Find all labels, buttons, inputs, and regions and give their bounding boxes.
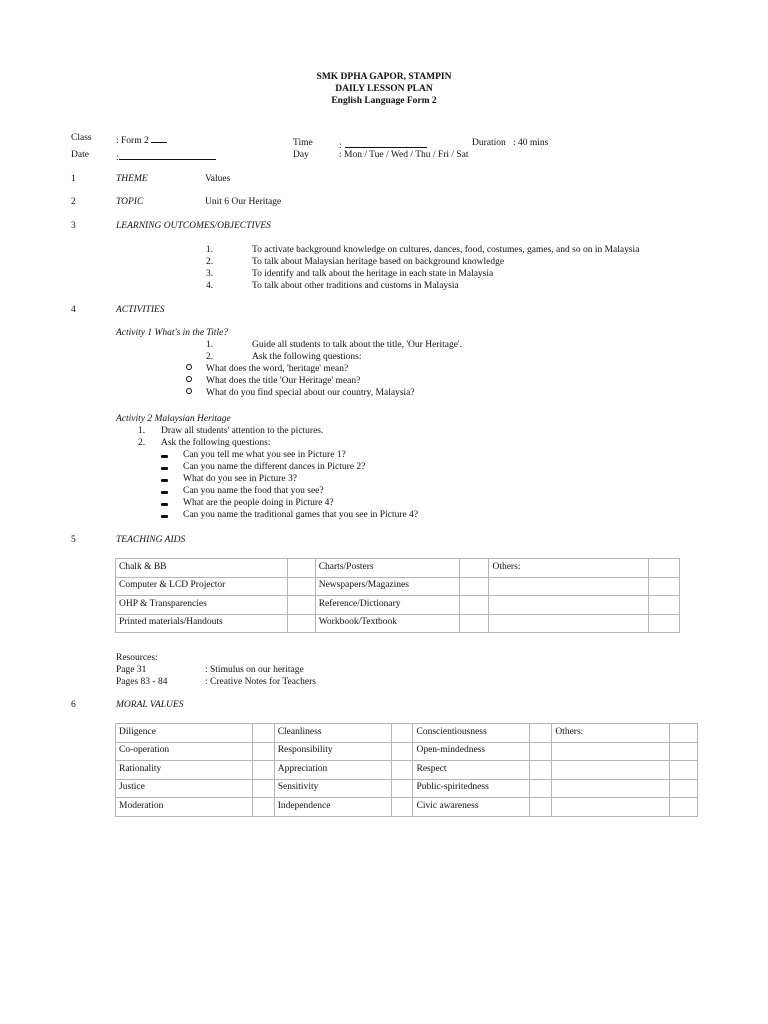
question-text: Can you tell me what you see in Picture 1? [183,450,346,460]
value-label: Others: [552,724,670,743]
activity-2-title: Activity 2 Malaysian Heritage [116,414,231,424]
class-value: : Form 2 [116,136,152,146]
value-label: Justice [116,779,253,798]
aid-cell [489,614,649,633]
question-text: What do you see in Picture 3? [183,474,297,484]
document-title: DAILY LESSON PLAN [335,84,433,94]
value-checkbox[interactable] [530,724,552,743]
value-checkbox[interactable] [252,761,274,780]
aid-cell [489,596,649,615]
value-checkbox[interactable] [530,798,552,817]
topic-value: Unit 6 Our Heritage [205,197,282,207]
value-checkbox[interactable] [391,761,413,780]
value-checkbox[interactable] [670,798,698,817]
value-label: Cleanliness [274,724,391,743]
aid-checkbox[interactable] [459,577,489,596]
value-cell [552,779,670,798]
resource-desc: : Stimulus on our heritage [205,665,304,675]
question-text: Can you name the traditional games that you see in Picture 4? [183,510,419,520]
value-label: Conscientiousness [413,724,530,743]
section-3-number: 3 [71,221,76,231]
aid-checkbox[interactable] [649,559,680,578]
value-checkbox[interactable] [252,742,274,761]
objective-number: 3. [206,269,214,279]
aid-checkbox[interactable] [649,577,680,596]
value-label: Responsibility [274,742,391,761]
table-row [116,779,698,798]
section-2-number: 2 [71,197,76,207]
objective-text: To identify and talk about the heritage in each state in Malaysia [252,269,494,279]
value-label: Civic awareness [413,798,530,817]
section-2-label: TOPIC [116,197,144,207]
value-checkbox[interactable] [670,724,698,743]
objective-text: To talk about other traditions and customs in Malaysia [252,281,459,291]
question-text: What does the word, 'heritage' mean? [206,364,349,374]
arrow-bullet-icon [161,511,168,523]
arrow-bullet-icon [161,451,168,463]
value-label: Diligence [116,724,253,743]
value-checkbox[interactable] [530,742,552,761]
question-text: What do you find special about our country, Malaysia? [206,388,415,398]
aid-label: Newspapers/Magazines [315,577,459,596]
class-blank [151,133,167,143]
moral-values-table [115,723,698,817]
resource-page: Page 31 [116,665,147,675]
table-row [116,798,698,817]
value-checkbox[interactable] [670,779,698,798]
value-checkbox[interactable] [670,742,698,761]
section-6-label: MORAL VALUES [116,700,184,710]
aid-label: Reference/Dictionary [315,596,459,615]
table-row [116,577,680,596]
aid-checkbox[interactable] [459,559,489,578]
date-blank [119,150,216,160]
duration-label: Duration [472,138,506,148]
table-row [116,742,698,761]
aid-label: Chalk & BB [116,559,288,578]
section-4-number: 4 [71,305,76,315]
step-text: Ask the following questions: [161,438,271,448]
resource-page: Pages 83 - 84 [116,677,168,687]
aid-checkbox[interactable] [287,596,315,615]
value-cell [552,761,670,780]
duration-value: : 40 mins [513,138,549,148]
value-checkbox[interactable] [391,724,413,743]
resource-desc: : Creative Notes for Teachers [205,677,317,687]
aid-label: Computer & LCD Projector [116,577,288,596]
aid-checkbox[interactable] [287,614,315,633]
aid-label: OHP & Transparencies [116,596,288,615]
value-checkbox[interactable] [252,779,274,798]
circle-bullet-icon [186,387,192,399]
section-1-number: 1 [71,174,76,184]
section-4-label: ACTIVITIES [116,305,165,315]
aid-checkbox[interactable] [649,596,680,615]
date-field [116,150,216,165]
step-text: Ask the following questions: [252,352,362,362]
step-number: 1. [206,340,214,350]
value-label: Rationality [116,761,253,780]
value-label: Sensitivity [274,779,391,798]
table-row [116,596,680,615]
value-cell [552,742,670,761]
value-label: Public-spiritedness [413,779,530,798]
document-subtitle: English Language Form 2 [331,96,437,106]
aid-label: Charts/Posters [315,559,459,578]
section-5-number: 5 [71,535,76,545]
value-label: Open-mindedness [413,742,530,761]
question-text: What does the title 'Our Heritage' mean? [206,376,361,386]
section-5-label: TEACHING AIDS [116,535,186,545]
resources-label: Resources: [116,653,158,663]
time-blank [345,138,427,148]
objective-number: 2. [206,257,214,267]
date-value: : [116,153,119,163]
theme-value: Values [205,174,231,184]
objective-text: To activate background knowledge on cultures, dances, food, costumes, games, and so on in Malaysia [252,245,640,255]
table-row [116,559,680,578]
aid-checkbox[interactable] [459,614,489,633]
value-label: Co-operation [116,742,253,761]
time-value: : [339,141,342,151]
teaching-aids-table [115,558,680,633]
objective-number: 4. [206,281,214,291]
value-checkbox[interactable] [252,724,274,743]
class-field [116,133,167,148]
question-text: What are the people doing in Picture 4? [183,498,334,508]
question-text: Can you name the different dances in Picture 2? [183,462,366,472]
aid-checkbox[interactable] [649,614,680,633]
value-checkbox[interactable] [670,761,698,780]
activity-1-title: Activity 1 What's in the Title? [116,328,229,338]
step-number: 2. [138,438,146,448]
value-checkbox[interactable] [391,742,413,761]
step-text: Guide all students to talk about the title, 'Our Heritage'. [252,340,462,350]
aid-checkbox[interactable] [459,596,489,615]
arrow-bullet-icon [161,463,168,475]
section-6-number: 6 [71,700,76,710]
aid-checkbox[interactable] [287,577,315,596]
value-label: Respect [413,761,530,780]
value-checkbox[interactable] [530,761,552,780]
value-checkbox[interactable] [530,779,552,798]
value-checkbox[interactable] [391,798,413,817]
circle-bullet-icon [186,375,192,387]
step-number: 1. [138,426,146,436]
step-text: Draw all students' attention to the pictures. [161,426,324,436]
section-3-label: LEARNING OUTCOMES/OBJECTIVES [116,221,271,231]
value-label: Moderation [116,798,253,817]
day-value: : Mon / Tue / Wed / Thu / Fri / Sat [339,150,469,160]
table-row [116,724,698,743]
date-label: Date [71,150,89,160]
table-row [116,761,698,780]
circle-bullet-icon [186,363,192,375]
arrow-bullet-icon [161,487,168,499]
value-label: Appreciation [274,761,391,780]
school-name: SMK DPHA GAPOR, STAMPIN [316,72,452,82]
aid-cell [489,577,649,596]
section-1-label: THEME [116,174,148,184]
step-number: 2. [206,352,214,362]
value-cell [552,798,670,817]
time-label: Time [293,138,313,148]
day-label: Day [293,150,309,160]
value-label: Independence [274,798,391,817]
aid-label: Workbook/Textbook [315,614,459,633]
value-checkbox[interactable] [252,798,274,817]
value-checkbox[interactable] [391,779,413,798]
aid-label: Printed materials/Handouts [116,614,288,633]
class-label: Class [71,133,92,143]
objective-number: 1. [206,245,214,255]
arrow-bullet-icon [161,475,168,487]
arrow-bullet-icon [161,499,168,511]
objective-text: To talk about Malaysian heritage based on background knowledge [252,257,505,267]
question-text: Can you name the food that you see? [183,486,324,496]
aid-label: Others: [489,559,649,578]
table-row [116,614,680,633]
aid-checkbox[interactable] [287,559,315,578]
